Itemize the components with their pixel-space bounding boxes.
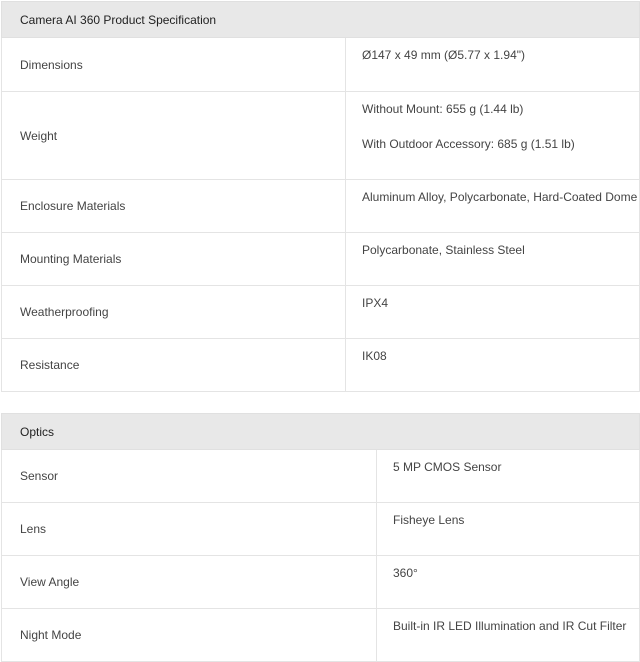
spec-value	[346, 180, 640, 233]
table-row	[2, 233, 640, 286]
table-row	[2, 286, 640, 339]
spec-table-general	[1, 1, 640, 392]
table-row	[2, 503, 640, 556]
value-line: Fisheye Lens	[393, 513, 465, 527]
table-row	[2, 556, 640, 609]
value-line: Ø147 x 49 mm (Ø5.77 x 1.94")	[362, 48, 525, 62]
table-row	[2, 450, 640, 503]
section-title: Camera AI 360 Product Specification	[2, 2, 640, 38]
table-row	[2, 339, 640, 392]
spec-label: View Angle	[2, 556, 377, 609]
spec-value	[346, 233, 640, 286]
spec-value	[346, 92, 640, 180]
spec-label: Weatherproofing	[2, 286, 346, 339]
spec-value	[377, 556, 640, 609]
spec-label: Resistance	[2, 339, 346, 392]
spec-label: Mounting Materials	[2, 233, 346, 286]
spec-table-optics	[1, 413, 640, 662]
spec-value	[377, 609, 640, 662]
section-header	[2, 2, 640, 38]
value-line: 5 MP CMOS Sensor	[393, 460, 502, 474]
value-line: Without Mount: 655 g (1.44 lb)	[362, 102, 524, 116]
spec-label: Lens	[2, 503, 377, 556]
value-line: IPX4	[362, 296, 389, 310]
spec-label: Weight	[2, 92, 346, 180]
spec-label: Sensor	[2, 450, 377, 503]
spec-label: Enclosure Materials	[2, 180, 346, 233]
spec-value	[346, 339, 640, 392]
spec-label: Night Mode	[2, 609, 377, 662]
section-title: Optics	[2, 414, 640, 450]
value-line: Built-in IR LED Illumination and IR Cut Filter	[393, 619, 627, 633]
spec-value	[346, 38, 640, 92]
value-line: Aluminum Alloy, Polycarbonate, Hard-Coated Dome	[362, 190, 638, 204]
value-line: Polycarbonate, Stainless Steel	[362, 243, 525, 257]
spec-label: Dimensions	[2, 38, 346, 92]
value-line: IK08	[362, 349, 387, 363]
table-row	[2, 92, 640, 180]
table-row	[2, 609, 640, 662]
spec-value	[346, 286, 640, 339]
value-line: With Outdoor Accessory: 685 g (1.51 lb)	[362, 137, 575, 151]
table-row	[2, 38, 640, 92]
spec-value	[377, 450, 640, 503]
section-header	[2, 414, 640, 450]
value-line: 360°	[393, 566, 418, 580]
spec-value	[377, 503, 640, 556]
table-row	[2, 180, 640, 233]
